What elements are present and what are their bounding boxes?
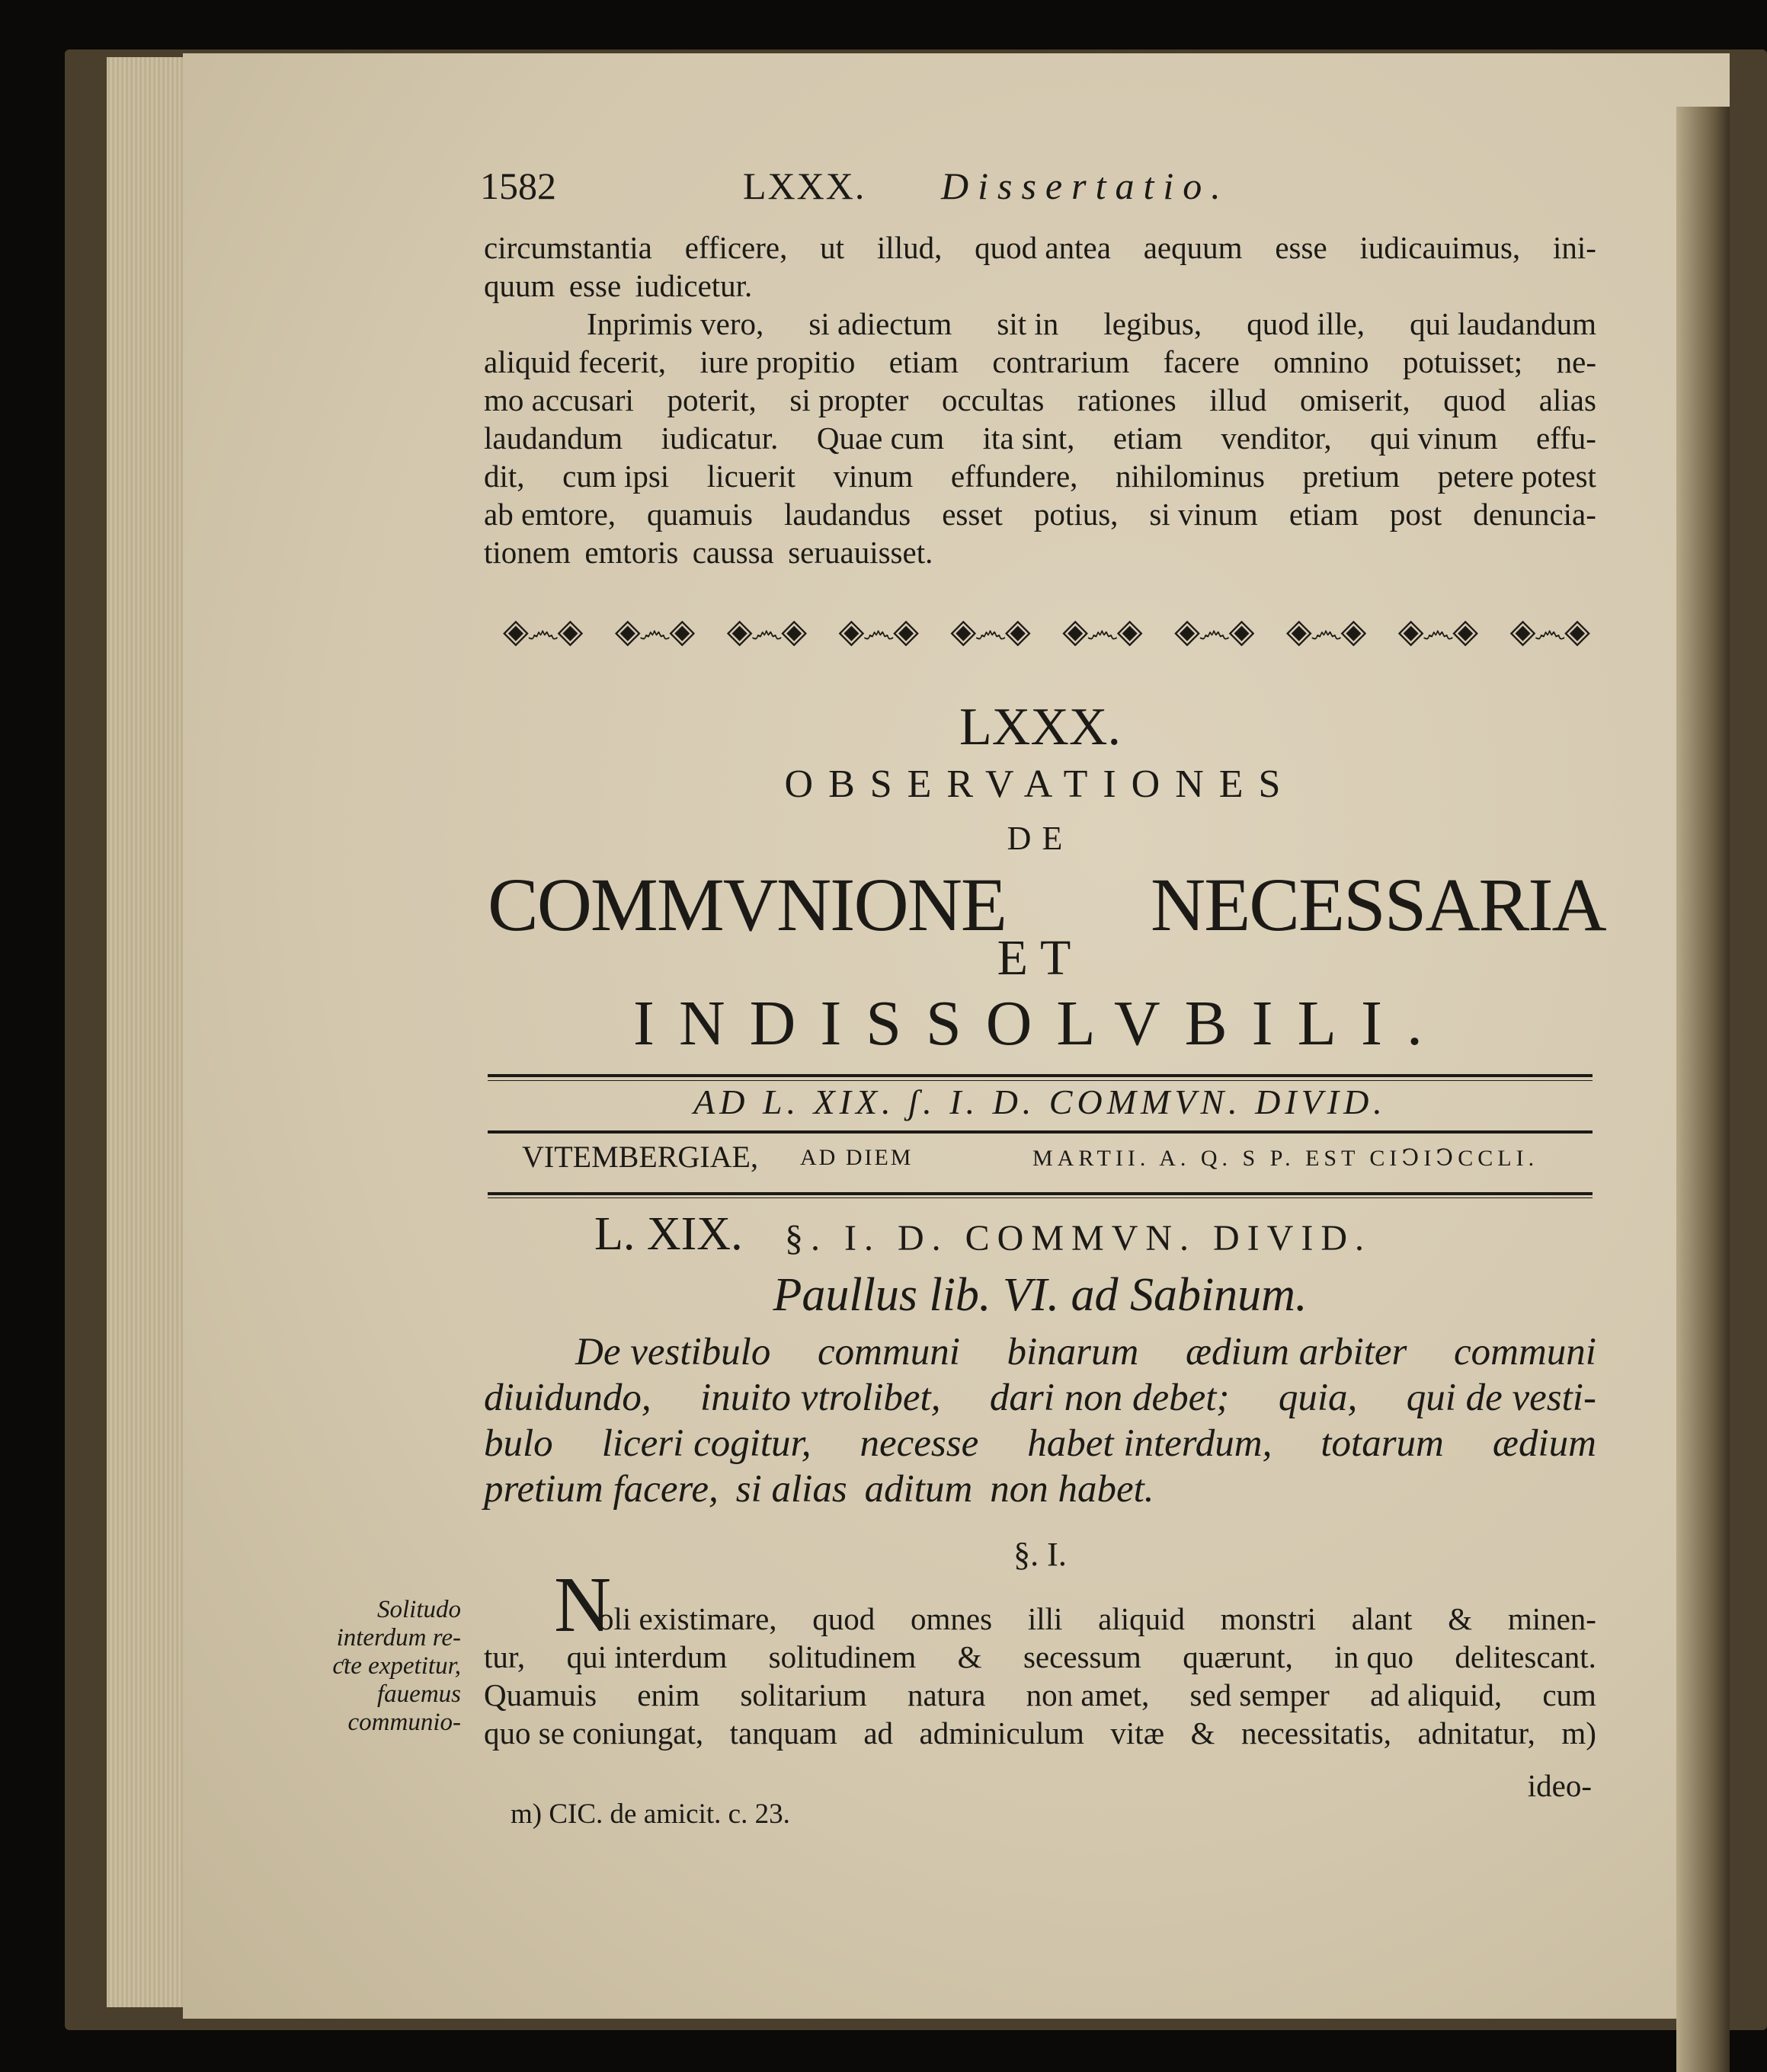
- word: sit in: [997, 306, 1059, 341]
- word: aliquid fecerit,: [484, 344, 667, 379]
- word: ini-: [1553, 230, 1596, 265]
- word: qui interdum: [566, 1639, 728, 1674]
- word: denuncia-: [1473, 497, 1596, 532]
- word: ab emtore,: [484, 497, 616, 532]
- ornament-glyph: ◈෴◈: [1397, 612, 1477, 650]
- word: binarum: [1007, 1331, 1139, 1373]
- word: quo se coniungat,: [484, 1715, 704, 1751]
- word: Quamuis: [484, 1677, 597, 1712]
- word: si vinum: [1149, 497, 1258, 532]
- word: totarum: [1320, 1422, 1444, 1465]
- dissertation-number: LXXX.: [959, 698, 1121, 756]
- lex-heading-right: §. I. D. COMMVN. DIVID.: [785, 1218, 1372, 1258]
- reference-line: AD L. XIX. ʃ. I. D. COMMVN. DIVID.: [693, 1082, 1387, 1121]
- word: aliquid: [1098, 1601, 1185, 1636]
- text-line: [484, 495, 1596, 533]
- word: tur,: [484, 1639, 526, 1674]
- text-line: [484, 343, 1596, 381]
- text-line: [484, 305, 1596, 343]
- ornament-glyph: ◈෴◈: [726, 612, 806, 650]
- marginal-note-line: communio-: [347, 1709, 461, 1736]
- ornament-row: [503, 612, 1589, 650]
- text-line: [484, 1676, 1596, 1714]
- page-edges: [107, 57, 190, 2007]
- title-et: ET: [997, 930, 1084, 986]
- word: nihilominus: [1116, 459, 1265, 494]
- word: effu-: [1536, 420, 1596, 456]
- word: si propter: [789, 382, 909, 417]
- word: liceri cogitur,: [601, 1422, 811, 1465]
- ornament-glyph: ◈෴◈: [1285, 612, 1365, 650]
- word: natura: [907, 1677, 986, 1712]
- word: aequum: [1143, 230, 1243, 265]
- word: oli existimare,: [598, 1601, 777, 1636]
- word: legibus,: [1103, 306, 1202, 341]
- ornament-glyph: ◈෴◈: [1062, 612, 1141, 650]
- title-communione: COMMVNIONE: [488, 862, 1006, 947]
- word: laudandum: [484, 420, 623, 456]
- word: alant: [1351, 1601, 1413, 1636]
- word: quod: [812, 1601, 875, 1636]
- word: petere potest: [1437, 459, 1596, 494]
- rule: [488, 1130, 1593, 1134]
- ornament-glyph: ◈෴◈: [503, 612, 582, 650]
- word: iure propitio: [699, 344, 856, 379]
- marginal-note: [309, 1596, 461, 1737]
- word: diuidundo,: [484, 1377, 651, 1419]
- word: adminiculum: [919, 1715, 1084, 1751]
- intro-paragraph: [484, 229, 1596, 571]
- text-line: [484, 1466, 1596, 1512]
- word: minen-: [1507, 1601, 1596, 1636]
- title-necessaria: NECESSARIA: [1151, 862, 1605, 947]
- word: omiserit,: [1300, 382, 1410, 417]
- running-head-roman: LXXX.: [743, 165, 866, 207]
- word: qui vinum: [1370, 420, 1498, 456]
- text-line: [484, 533, 1596, 571]
- rule-thin: [488, 1080, 1593, 1081]
- word: omnes: [911, 1601, 993, 1636]
- word: pretium facere,: [484, 1468, 719, 1511]
- word: iudicetur.: [635, 268, 753, 303]
- word: quod antea: [975, 230, 1111, 265]
- word: qui laudandum: [1410, 306, 1596, 341]
- ornament-glyph: ◈෴◈: [838, 612, 917, 650]
- rule-thin: [488, 1197, 1593, 1198]
- word: quamuis: [647, 497, 753, 532]
- word: esset: [942, 497, 1003, 532]
- text-line: [484, 267, 1596, 305]
- word: esse: [568, 268, 622, 303]
- imprint-date: MARTII. A. Q. S P. EST CIↃIↃCCLI.: [1032, 1146, 1539, 1171]
- text-line: [484, 1714, 1596, 1752]
- word: venditor,: [1221, 420, 1332, 456]
- word: esse: [1275, 230, 1327, 265]
- word: ædium: [1492, 1422, 1596, 1465]
- word: ædium arbiter: [1185, 1331, 1407, 1373]
- title-de: DE: [1007, 820, 1074, 857]
- section-paragraph: [484, 1600, 1596, 1752]
- word: Inprimis vero,: [587, 306, 764, 341]
- word: &: [1190, 1715, 1215, 1751]
- title-observationes: OBSERVATIONES: [784, 763, 1296, 806]
- word: communi: [1454, 1331, 1596, 1373]
- rule: [488, 1074, 1593, 1077]
- ornament-glyph: ◈෴◈: [1174, 612, 1253, 650]
- word: solitarium: [740, 1677, 867, 1712]
- word: cum: [1542, 1677, 1596, 1712]
- word: si alias: [735, 1468, 847, 1511]
- lex-author: Paullus lib. VI. ad Sabinum.: [773, 1269, 1308, 1321]
- word: in quo: [1334, 1639, 1413, 1674]
- word: emtoris: [584, 535, 679, 570]
- word: iudicauimus,: [1359, 230, 1521, 265]
- word: contrarium: [992, 344, 1130, 379]
- word: monstri: [1220, 1601, 1317, 1636]
- word: ad: [863, 1715, 894, 1751]
- text-line: [484, 1329, 1596, 1375]
- catchword: ideo-: [1527, 1768, 1592, 1803]
- word: tionem: [484, 535, 571, 570]
- imprint-ad-diem: AD DIEM: [800, 1145, 914, 1170]
- running-head-label: Dissertatio.: [941, 165, 1230, 207]
- word: &: [1448, 1601, 1473, 1636]
- word: ne-: [1556, 344, 1596, 379]
- word: ita sint,: [982, 420, 1075, 456]
- word: efficere,: [684, 230, 788, 265]
- word: caussa: [692, 535, 774, 570]
- word: effundere,: [950, 459, 1078, 494]
- word: qui de vesti-: [1406, 1377, 1596, 1419]
- word: dit,: [484, 459, 525, 494]
- word: occultas: [941, 382, 1045, 417]
- word: necesse: [859, 1422, 979, 1465]
- word: habet interdum,: [1027, 1422, 1272, 1465]
- word: secessum: [1023, 1639, 1141, 1674]
- word: mo accusari: [484, 382, 634, 417]
- word: alias: [1538, 382, 1596, 417]
- word: iudicatur.: [661, 420, 779, 456]
- word: quod ille,: [1247, 306, 1365, 341]
- word: &: [957, 1639, 982, 1674]
- ornament-glyph: ◈෴◈: [614, 612, 694, 650]
- word: circumstantia: [484, 230, 652, 265]
- marginal-note-line: fauemus: [377, 1680, 461, 1708]
- title-indissolubili: INDISSOLVBILI.: [633, 988, 1447, 1059]
- drop-cap: N: [554, 1561, 612, 1648]
- imprint-place: VITEMBERGIAE,: [522, 1140, 758, 1174]
- word: inuito vtrolibet,: [700, 1377, 941, 1419]
- text-line: [484, 1638, 1596, 1676]
- section-mark: §. I.: [1013, 1536, 1067, 1573]
- text-line: [484, 419, 1596, 457]
- word: De vestibulo: [575, 1331, 771, 1373]
- word: enim: [637, 1677, 700, 1712]
- word: necessitatis,: [1240, 1715, 1391, 1751]
- word: pretium: [1302, 459, 1400, 494]
- word: ad aliquid,: [1370, 1677, 1503, 1712]
- word: etiam: [888, 344, 959, 379]
- word: etiam: [1288, 497, 1359, 532]
- gutter: [1676, 107, 1730, 2072]
- word: post: [1389, 497, 1442, 532]
- word: vinum: [833, 459, 914, 494]
- word: adnitatur,: [1417, 1715, 1535, 1751]
- word: licuerit: [706, 459, 795, 494]
- word: quærunt,: [1183, 1639, 1293, 1674]
- word: vitæ: [1110, 1715, 1165, 1751]
- ornament-glyph: ◈෴◈: [950, 612, 1029, 650]
- word: solitudinem: [768, 1639, 917, 1674]
- text-line: [484, 1600, 1596, 1638]
- word: cum ipsi: [562, 459, 670, 494]
- word: seruauisset.: [788, 535, 933, 570]
- word: delitescant.: [1455, 1639, 1596, 1674]
- text-line: [484, 1421, 1596, 1466]
- word: non amet,: [1026, 1677, 1150, 1712]
- marginal-note-line: ƈte expetitur,: [332, 1652, 461, 1680]
- text-line: [484, 229, 1596, 267]
- word: sed semper: [1189, 1677, 1330, 1712]
- word: si adiectum: [808, 306, 952, 341]
- word: m): [1561, 1715, 1596, 1751]
- word: poterit,: [667, 382, 757, 417]
- ornament-glyph: ◈෴◈: [1509, 612, 1589, 650]
- word: quod: [1443, 382, 1506, 417]
- word: illud,: [876, 230, 943, 265]
- word: illud: [1209, 382, 1267, 417]
- text-line: [484, 1375, 1596, 1421]
- word: potuisset;: [1402, 344, 1523, 379]
- page-number: 1582: [480, 165, 556, 207]
- word: Quae cum: [816, 420, 945, 456]
- word: rationes: [1077, 382, 1176, 417]
- text-line: [484, 457, 1596, 495]
- word: bulo: [484, 1422, 553, 1465]
- word: facere: [1163, 344, 1240, 379]
- rule: [488, 1192, 1593, 1195]
- word: potius,: [1033, 497, 1119, 532]
- text-line: [484, 381, 1596, 419]
- marginal-note-line: interdum re-: [336, 1624, 461, 1652]
- word: ut: [820, 230, 845, 265]
- word: quum: [484, 268, 555, 303]
- word: quia,: [1278, 1377, 1358, 1419]
- word: etiam: [1112, 420, 1183, 456]
- word: dari non debet;: [989, 1377, 1230, 1419]
- word: tanquam: [729, 1715, 837, 1751]
- word: non habet.: [990, 1468, 1154, 1511]
- word: omnino: [1273, 344, 1369, 379]
- footnote: m) CIC. de amicit. c. 23.: [511, 1799, 790, 1830]
- marginal-note-line: Solitudo: [376, 1596, 461, 1623]
- word: aditum: [864, 1468, 973, 1511]
- lex-heading-left: L. XIX.: [594, 1208, 743, 1260]
- word: laudandus: [783, 497, 911, 532]
- word: communi: [817, 1331, 960, 1373]
- word: illi: [1027, 1601, 1063, 1636]
- lex-text: [484, 1329, 1596, 1512]
